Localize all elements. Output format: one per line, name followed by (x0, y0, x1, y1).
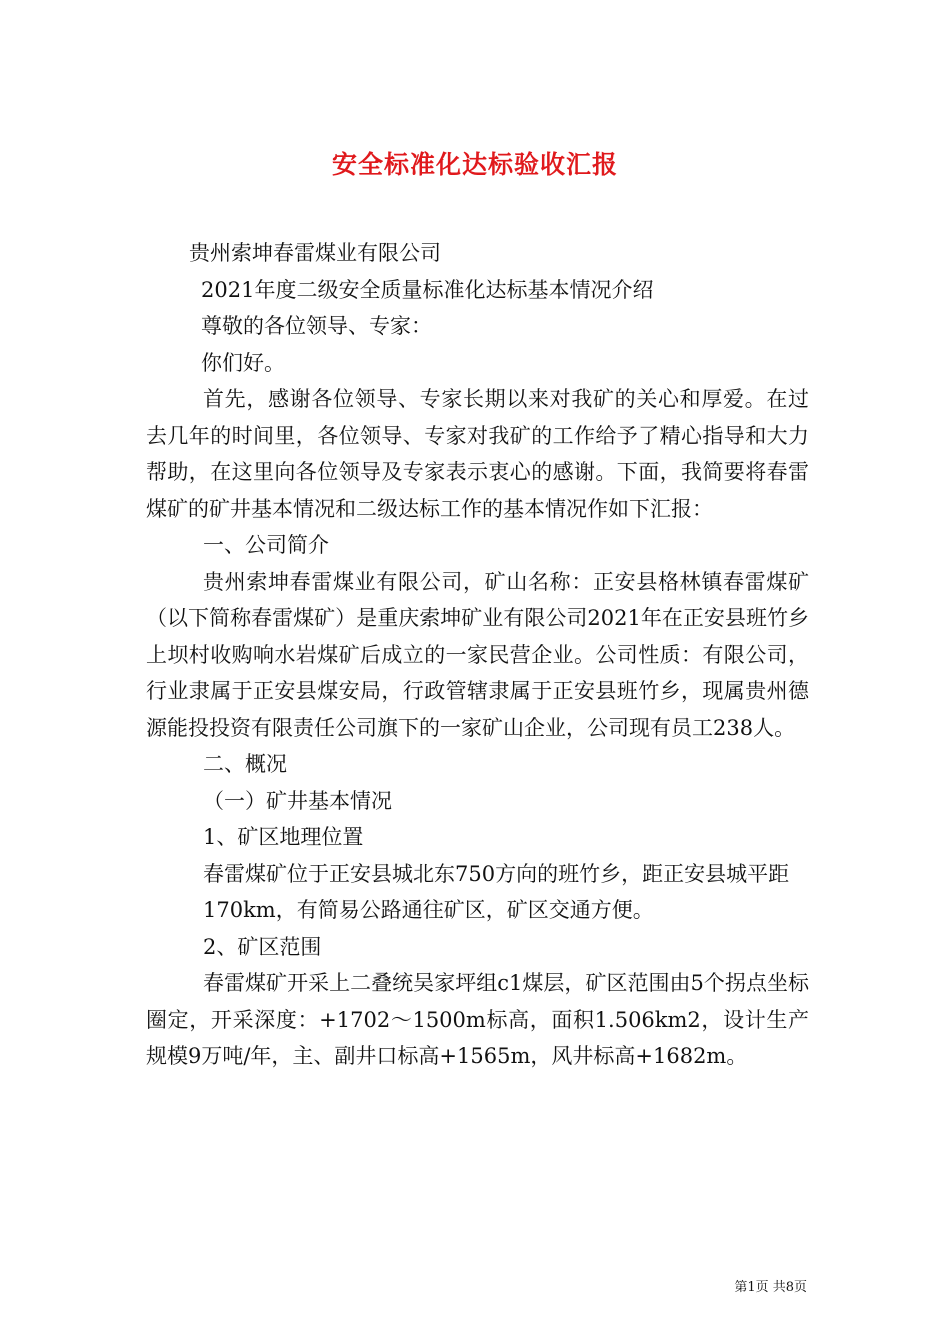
greeting-line: 你们好。 (201, 350, 285, 375)
document-title: 安全标准化达标验收汇报 (331, 149, 618, 179)
item1-body-b: 170km，有简易公路通往矿区，矿区交通方便。 (203, 898, 654, 922)
item2-heading: 2、矿区范围 (203, 934, 322, 959)
company-name-line: 贵州索坤春雷煤业有限公司 (189, 241, 441, 265)
page-number-footer: 第1页 共8页 (734, 1280, 807, 1295)
thanks-paragraph: 首先，感谢各位领导、专家长期以来对我矿的关心和厚爱。在过去几年的时间里，各位领导、专家对我矿的工作给予了精心指导和大力帮助，在这里向各位领导及专家表示衷心的感谢。下面，我简要将春雷煤矿的矿井基本情况和二级达标工作的基本情况作如下汇报： (146, 387, 809, 521)
item1-body-a: 春雷煤矿位于正安县城北东750方向的班竹乡，距正安县城平距 (203, 861, 790, 886)
report-subtitle-line: 2021年度二级安全质量标准化达标基本情况介绍 (201, 277, 654, 302)
document-body (146, 235, 809, 1075)
section1-body: 贵州索坤春雷煤业有限公司，矿山名称：正安县格林镇春雷煤矿（以下简称春雷煤矿）是重庆索坤矿业有限公司2021年在正安县班竹乡上坝村收购响水岩煤矿后成立的一家民营企业。公司性质：有限公司，行业隶属于正安县煤安局，行政管辖隶属于正安县班竹乡，现属贵州德源能投投资有限责任公司旗下的一家矿山企业，公司现有员工238人。 (146, 569, 809, 740)
salutation-line: 尊敬的各位领导、专家： (201, 314, 432, 338)
item2-body: 春雷煤矿开采上二叠统吴家坪组c1煤层，矿区范围由5个拐点坐标圈定，开采深度：+1702～1500m标高，面积1.506km2，设计生产规模9万吨/年，主、副井口标高+1565m，风井标高+1682m。 (146, 971, 809, 1068)
item1-heading: 1、矿区地理位置 (203, 825, 364, 849)
subsection1-heading: （一）矿井基本情况 (203, 788, 392, 813)
section1-heading: 一、公司简介 (203, 533, 329, 557)
section2-heading: 二、概况 (203, 752, 287, 776)
